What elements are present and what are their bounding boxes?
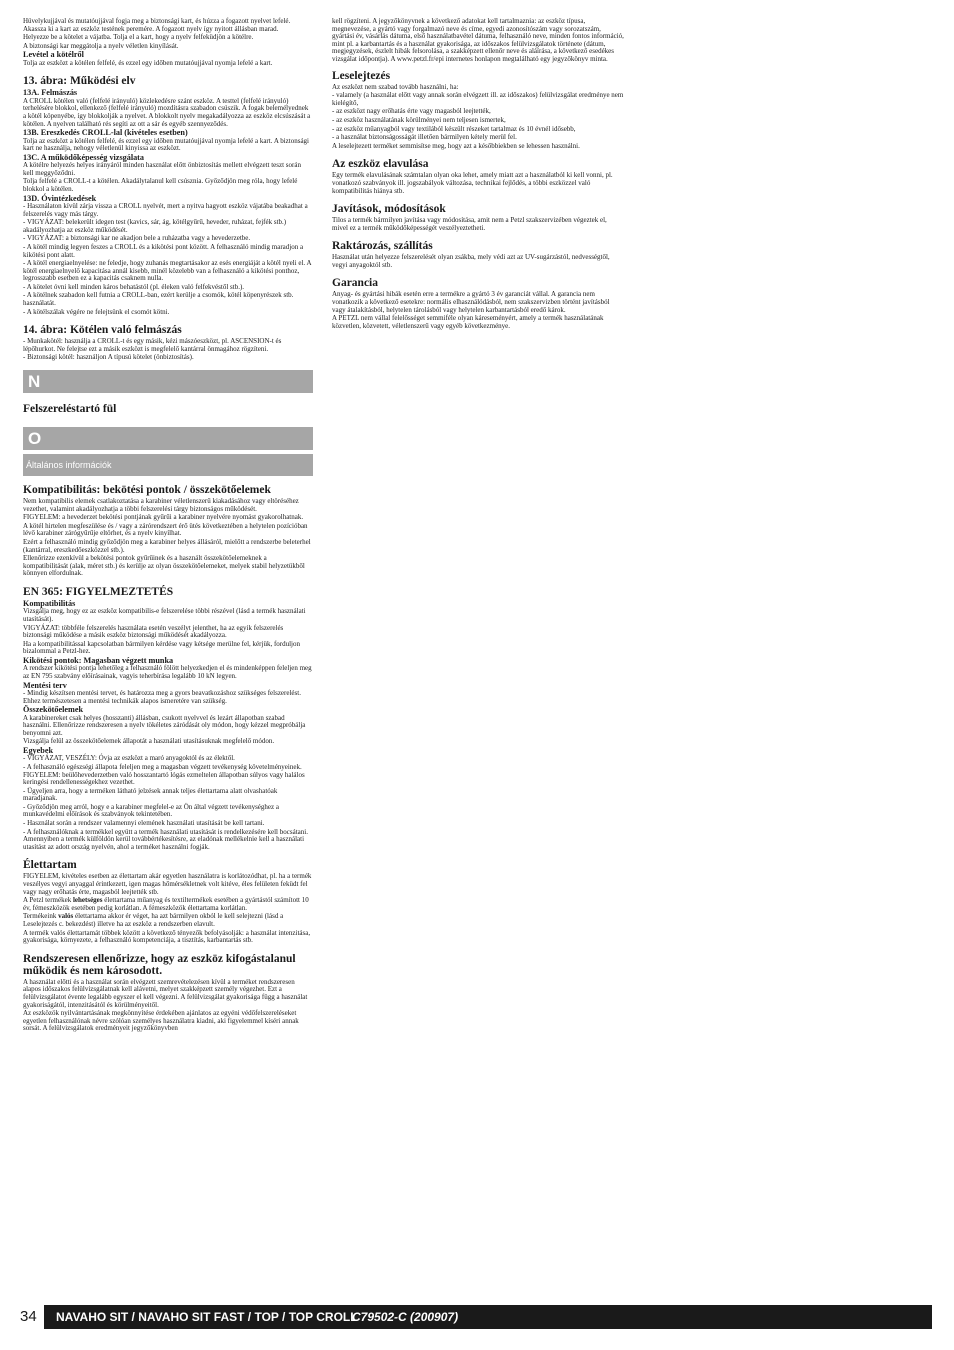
section-bar-o: O [23, 427, 313, 450]
list-item: - VIGYÁZAT, VESZÉLY: Óvja az eszközt a maró anyagoktól és az élektől. [23, 754, 235, 763]
egyebek-heading: Egyebek [23, 745, 54, 755]
list-item: - Használaton kívül zárja vissza a CROLL nyelvét, mert a nyitva hagyott eszköz vájatába beakadhat a felszerelés vagy más tárgy. [23, 201, 308, 218]
list-item: - Használat során a rendszer valamennyi elemének használati utasítását be kell tartani. [23, 819, 265, 828]
elavulas-text: Egy termék elavulásának számtalan olyan oka lehet, amely miatt azt a használatból ki kell vonni, pl. vonatkozó szabványok ill. jogszabályok változása, technikai fejlődés, a többi eszközzel való kompatibilitás hiánya stb. [332, 171, 613, 195]
intro-text: kell rögzíteni. A jegyzőkönyvnek a következő adatokat kell tartalmaznia: az eszköz típusa, megnevezése, a gyártó vagy forgalmazó neve és címe, egyedi azonosítószám vagy sorozatszám, gyártási év, vásárlás dátuma, első használatbavétel dátuma, felhasználó neve, minden fontos információ, mint pl. a karbantartás és a használat gyakorisága, az időszakos felülvizsgálatok története (dátum, megjegyzések, észlelt hibák felsorolása, a szakképzett ellenőr neve és aláírása, a következő esedékes vizsgálat időpontja). A www.petzl.fr/epi internetes honlapon megtalálható egy jegyzőkönyv minta. [332, 17, 624, 63]
javitasok-heading: Javítások, módosítások [332, 203, 446, 216]
kompat-text: Nem kompatibilis elemek csatlakoztatása a karabiner véletlenszerű kiakadásához vagy eltöréséhez vezethet, valamint akadályozhatja a többi felszerelési tárgy biztonságos működését. [23, 497, 299, 513]
list-item: - az eszköz használatának körülményei nem teljesen ismertek, [332, 115, 506, 124]
kompat-text: Ellenőrizze ezenkívül a bekötési pontok gyűrűinek és a használt összekötőelemeknek a kompatibilitását (alak, méret stb.) és kerülje az olyan összekötőelemeket, melyek stabil helyzetükből könnyen elfordulnak. [23, 554, 305, 578]
elettartam-text: A termék valós élettartamát többek között a következő tényezők befolyásolják: a használat intenzitása, gyakorisága, környezete, a felhasználó kompetenciája, a tisztítás, karbantartás stb. [23, 928, 311, 945]
osszekoto-text: Vizsgálja felül az összekötőelemek állapotát a használati utasításuknak megfelelő módon. [23, 737, 275, 746]
kompat2-text: Ha a kompatibilitással kapcsolatban bármilyen kérdése vagy kétsége merülne fel, kérjük, forduljon bizalommal a Petzl-hez. [23, 639, 300, 656]
product-name: NAVAHO SIT / NAVAHO SIT FAST / TOP / TOP CROLL [56, 1310, 358, 1324]
s13a-heading: 13A. Felmászás [23, 88, 78, 98]
kompat-heading: Kompatibilitás: bekötési pontok / összekötőelemek [23, 484, 271, 497]
kikotesi-heading: Kikötési pontok: Magasban végzett munka [23, 655, 174, 665]
list-item: - A kötelet óvni kell minden káros behatástól (pl. éleken való felfekvéstől stb.). [23, 282, 245, 291]
rendszeres-text: A használat előtti és a használat során elvégzett szemrevételezésen kívül a terméket rendszeresen alapos időszakos felülvizsgálatnak kell alávetni, melyet szakképzett személy végezhet. Ezt a felülvizsgálatot évente legalább egyszer el kell végezni. A felülvizsgálat gyakorisága függ a használat gyakoriságától, intenzitásától és körülményeitől. [23, 977, 308, 1009]
osszekoto-text: A karabinereket csak helyes (hosszanti) állásban, csukott nyelvvel és lezárt állapotban szabad használni. Ellenőrizze rendszeresen a nyelv tökéletes záródását oly módon, hogy kézzel megpróbálja benyomni azt. [23, 713, 306, 737]
list-item: - Munkakötél: használja a CROLL-t és egy másik, kézi mászóeszközt, pl. ASCENSION-t és lépőhurkot. Ne felejtse ezt a másik eszközt is megfelelő kantárral önmagához rögzíteni. [23, 337, 282, 353]
right-column [332, 18, 624, 331]
intro-paragraph: Hüvelykujjával és mutatóujjával fogja meg a biztonsági kart, és húzza a fogazott nyelvet lefelé. Akassza ki a kart az eszköz testének peremére. A fogazott nyelv így nyitott állásban marad. [23, 17, 291, 33]
kompat2-text: VIGYÁZAT: többféle felszerelés használata esetén veszélyt jelenthet, ha az egyik felszerelés biztonsági működése a másik eszköz biztonsági működését akadályozza. [23, 623, 284, 640]
kompat2-heading: Kompatibilitás [23, 598, 76, 608]
garancia-heading: Garancia [332, 277, 378, 290]
s13d-heading: 13D. Óvintézkedések [23, 193, 97, 203]
intro-paragraph: A biztonsági kar meggátolja a nyelv véletlen kinyílását. [23, 41, 179, 50]
raktarozas-heading: Raktározás, szállítás [332, 240, 433, 253]
list-item: - az eszközt nagy erőhatás érte vagy magasból leejtették, [332, 107, 491, 116]
s13c-text: A kötélre helyezés helyes irányáról minden használat előtt önbiztosítás mellett elvégzett teszt során kell meggyőződni. [23, 161, 301, 177]
list-item: - az eszköz műanyagból vagy textilából készült részeket tartalmaz és 10 évnél idősebb, [332, 124, 576, 133]
s13a-text: A CROLL kötélen való (felfelé irányuló) közlekedésre szánt eszköz. A testtel (felfelé irányuló) terhelésére blokkol, ellenkező (felfelé irányuló) mozdításra szabadon csúszik. A fogak belemélyednek a kötél köpenyébe, így blokkolják a nyelvet. A blokkolt nyelv megakadályozza az eszköz elcsúszását a kötélen. A nyelven található rés segíti az ott a sár és egyéb szennyeződés. [23, 96, 311, 128]
rendszeres-heading: Rendszeresen ellenőrizze, hogy az eszköz kifogástalanul működik és nem károsodott. [23, 952, 296, 977]
fig13-heading: 13. ábra: Működési elv [23, 75, 136, 88]
s13c-text: Tolja felfelé a CROLL-t a kötélen. Akadálytalanul kell csúsznia. Győződjön meg róla, hogy lefelé blokkol a kötélen. [23, 177, 298, 193]
rendszeres-text: Az eszközök nyilvántartásának megkönnyítése érdekében ajánlatos az egyéni védőfelszereléseket egyetlen felhasználónak névre szólóan személyes használatra kiadni, aki figyelemmel kíséri annak sorsát. A felülvizsgálatok eredményeit jegyzőkönyvben [23, 1009, 299, 1033]
page-number: 34 [20, 1308, 37, 1325]
en365-heading: EN 365: FIGYELMEZTETÉS [23, 585, 174, 598]
text-run: Termékeink [23, 912, 59, 921]
raktarozas-text: Használat után helyezze felszerelését olyan zsákba, mely védi azt az UV-sugárzástól, nedvességtől, vegyi anyagoktól stb. [332, 253, 610, 269]
kompat-text: Ezért a felhasználó mindig győződjön meg a karabiner helyes állásáról, mielőtt a rendszerbe beleterhel (kantárral, ereszkedőeszközzel stb.). [23, 538, 311, 554]
leselejtezes-heading: Leselejtezés [332, 69, 391, 82]
list-item: - Ügyeljen arra, hogy a terméken látható jelzések annak teljes élettartama alatt olvashatóak maradjanak. [23, 786, 278, 803]
elavulas-heading: Az eszköz elavulása [332, 158, 429, 171]
javitasok-text: Tilos a termék bármilyen javítása vagy módosítása, amit nem a Petzl szakszervizében végeztek el, mivel ez a termék működőképességét veszélyeztetheti. [332, 216, 607, 232]
s13c-heading: 13C. A működőképesség vizsgálata [23, 152, 145, 162]
text-run: élettartama műanyag és textiltermékek esetében a gyártástól számított 10 év, fémeszközök esetében pedig korlátlan. A fémeszközök élettartama korlátlan. [23, 896, 309, 912]
text-run: élettartama akkor ér véget, ha azt bármilyen okból le kell selejtezni (lásd a Leselejtezés c. bekezdést) illetve ha az eszköz a rendszerben elavult. [23, 912, 284, 928]
mentesi-text: - Mindig készítsen mentési tervet, és határozza meg a gyors beavatkozáshoz szükséges felszerelést. Ehhez természetesen a mentési technikák alapos ismeretére van szükség. [23, 688, 301, 705]
list-item: - A kötél energiaelnyelése: ne feledje, hogy zuhanás megtartásakor az esés energiáját a kötél nyeli el. A kötél energiaelnyelő kapacitása annál kisebb, minél közelebb van a felhasználó a kikötési ponthoz, legrosszabb esetben ez a kapacitás csaknem nulla. [23, 259, 312, 283]
left-column [23, 18, 313, 1034]
elettartam-text: FIGYELEM, kivételes esetben az élettartam akár egyetlen használatra is korlátozódhat, pl. ha a termék veszélyes vegyi anyaggal érintkezett, igen magas hőmérsékletnek volt kitéve, éles felületen feküdt fel vagy nagy erőhatás érte, magasból leejtették stb. [23, 872, 312, 896]
list-item: - a használat biztonságosságát illetően bármilyen kétely merül fel. [332, 133, 517, 142]
kompat-text: FIGYELEM: a hevederzet bekötési pontjának gyűrűi a karabiner nyelvére nyomást gyakorolhatnak. [23, 513, 304, 522]
list-item: - A kötélnek szabadon kell futnia a CROLL-ban, ezért kerülje a csomók, kötél köpenyrészek stb. használatát. [23, 291, 294, 308]
list-item: - A felhasználó egészségi állapota feleljen meg a magasban végzett tevékenység követelményeinek. FIGYELEM: beülőhevederzetben való hosszantartó lógás ezmeltelen állapotban súlyos vagy halálos keringési rendellenességekhez vezethet. [23, 762, 305, 787]
mentesi-heading: Mentési terv [23, 680, 67, 690]
section-bar-n: N [23, 370, 313, 393]
list-item: - Biztonsági kötél: használjon A típusú kötelet (önbiztosítás). [23, 353, 194, 362]
felszerelestarto-heading: Felszereléstartó fül [23, 403, 117, 416]
s13b-heading: 13B. Ereszkedés CROLL-lal (kivételes esetben) [23, 128, 188, 138]
s13b-text: Tolja az eszközt a kötélen felfelé, és ezzel egy időben mutatóujjával nyomja lefelé a kart. A biztonsági kart ne használja, nehogy véletlenül kinyissa az eszközt. [23, 136, 310, 153]
document-reference: C79502-C (200907) [352, 1310, 459, 1324]
text-run: A Petzl termékek [23, 896, 73, 905]
osszekoto-heading: Összekötőelemek [23, 705, 84, 715]
list-item: - A kötélszálak végére ne felejtsünk el csomót kötni. [23, 307, 170, 316]
garancia-text: Anyag- és gyártási hibák esetén erre a termékre a gyártó 3 év garanciát vállal. A garancia nem vonatkozik a következő esetekre: normális elhasználódásból, nem szakszervizben történt javításból vagy átalakításból, helytelen tárolásból vagy helytelen karbantartásból eredő károk. [332, 290, 610, 314]
kompat2-text: Vizsgálja meg, hogy ez az eszköz kompatibilis-e felszerelése többi részével (lásd a termék használati utasítását). [23, 607, 306, 623]
emphasis: valós [58, 912, 74, 921]
list-item: - A kötél mindig legyen feszes a CROLL és a kikötési pont között. A felhasználó mindig maradjon a kikötési pont alatt. [23, 242, 304, 259]
kompat-text: A kötél hirtelen megfeszülése és / vagy a zárórendszert érő ütés következtében a helytelen pozícióban lévő karabiner zárógyűrűje eltörhet, és a nyelv kinyílhat. [23, 521, 308, 538]
kikotesi-text: A rendszer kikötési pontja lehetőleg a felhasználó fölött helyezkedjen el és mindenképpen feleljen meg az EN 795 szabvány előírásainak, vagyis teherbírása legalább 10 kN legyen. [23, 664, 312, 680]
general-info-bar: Általános információk [23, 454, 313, 476]
elettartam-text [23, 913, 313, 928]
garancia-text: A PETZL nem vállal felelősséget semmiféle olyan káreseményért, amely a termék használatának közvetlen, közvetett, véletlenszerű vagy egyéb következménye. [332, 314, 604, 330]
list-item: - VIGYÁZAT: a biztonsági kar ne akadjon bele a ruházatba vagy a hevederzetbe. [23, 234, 251, 243]
leveltel-text: Tolja az eszközt a kötélen felfelé, és ezzel egy időben mutatóujjával nyomja lefelé a kart. [23, 58, 273, 67]
elettartam-heading: Élettartam [23, 859, 77, 872]
list-item: - VIGYÁZAT: belekerült idegen test (kavics, sár, ág, kötélgyűrű, heveder, ruházat, fejfék stb.) akadályozhatja az eszköz működését. [23, 218, 287, 234]
fig14-heading: 14. ábra: Kötélen való felmászás [23, 324, 182, 337]
leveltel-heading: Levétel a kötélről [23, 50, 84, 60]
intro-paragraph: Helyezze be a kötelet a vájatba. Tolja el a kart, hogy a nyelv felfeküdjön a kötélre. [23, 33, 254, 42]
elettartam-text [23, 897, 313, 912]
list-item: Az eszközt nem szabad tovább használni, ha: [332, 82, 459, 91]
list-item: A leselejtezett terméket semmisítse meg, hogy azt a későbbiekben se lehessen használni. [332, 141, 580, 150]
emphasis: lehetséges [72, 896, 103, 905]
list-item: - A felhasználóknak a termékkel együtt a termék használati utasítását is rendelkezésére kell bocsátani. Amennyiben a termék külföldön kerül továbbértékesítésre, az eladónak mellékelnie kell a használati utasítást az adott ország nyelvén, ahol a terméket használni fogják. [23, 827, 308, 851]
footer-band [44, 1305, 932, 1329]
page-footer [20, 1305, 932, 1329]
list-item: - valamely (a használat előtt vagy annak során elvégzett ill. az időszakos) felülvizsgálat eredménye nem kielégítő, [332, 91, 624, 107]
list-item: - Győződjön meg arról, hogy e a karabiner megfelel-e az Ön által végzett tevékenységhez a munkavédelmi előírások és szabványok tekintetében. [23, 802, 279, 819]
